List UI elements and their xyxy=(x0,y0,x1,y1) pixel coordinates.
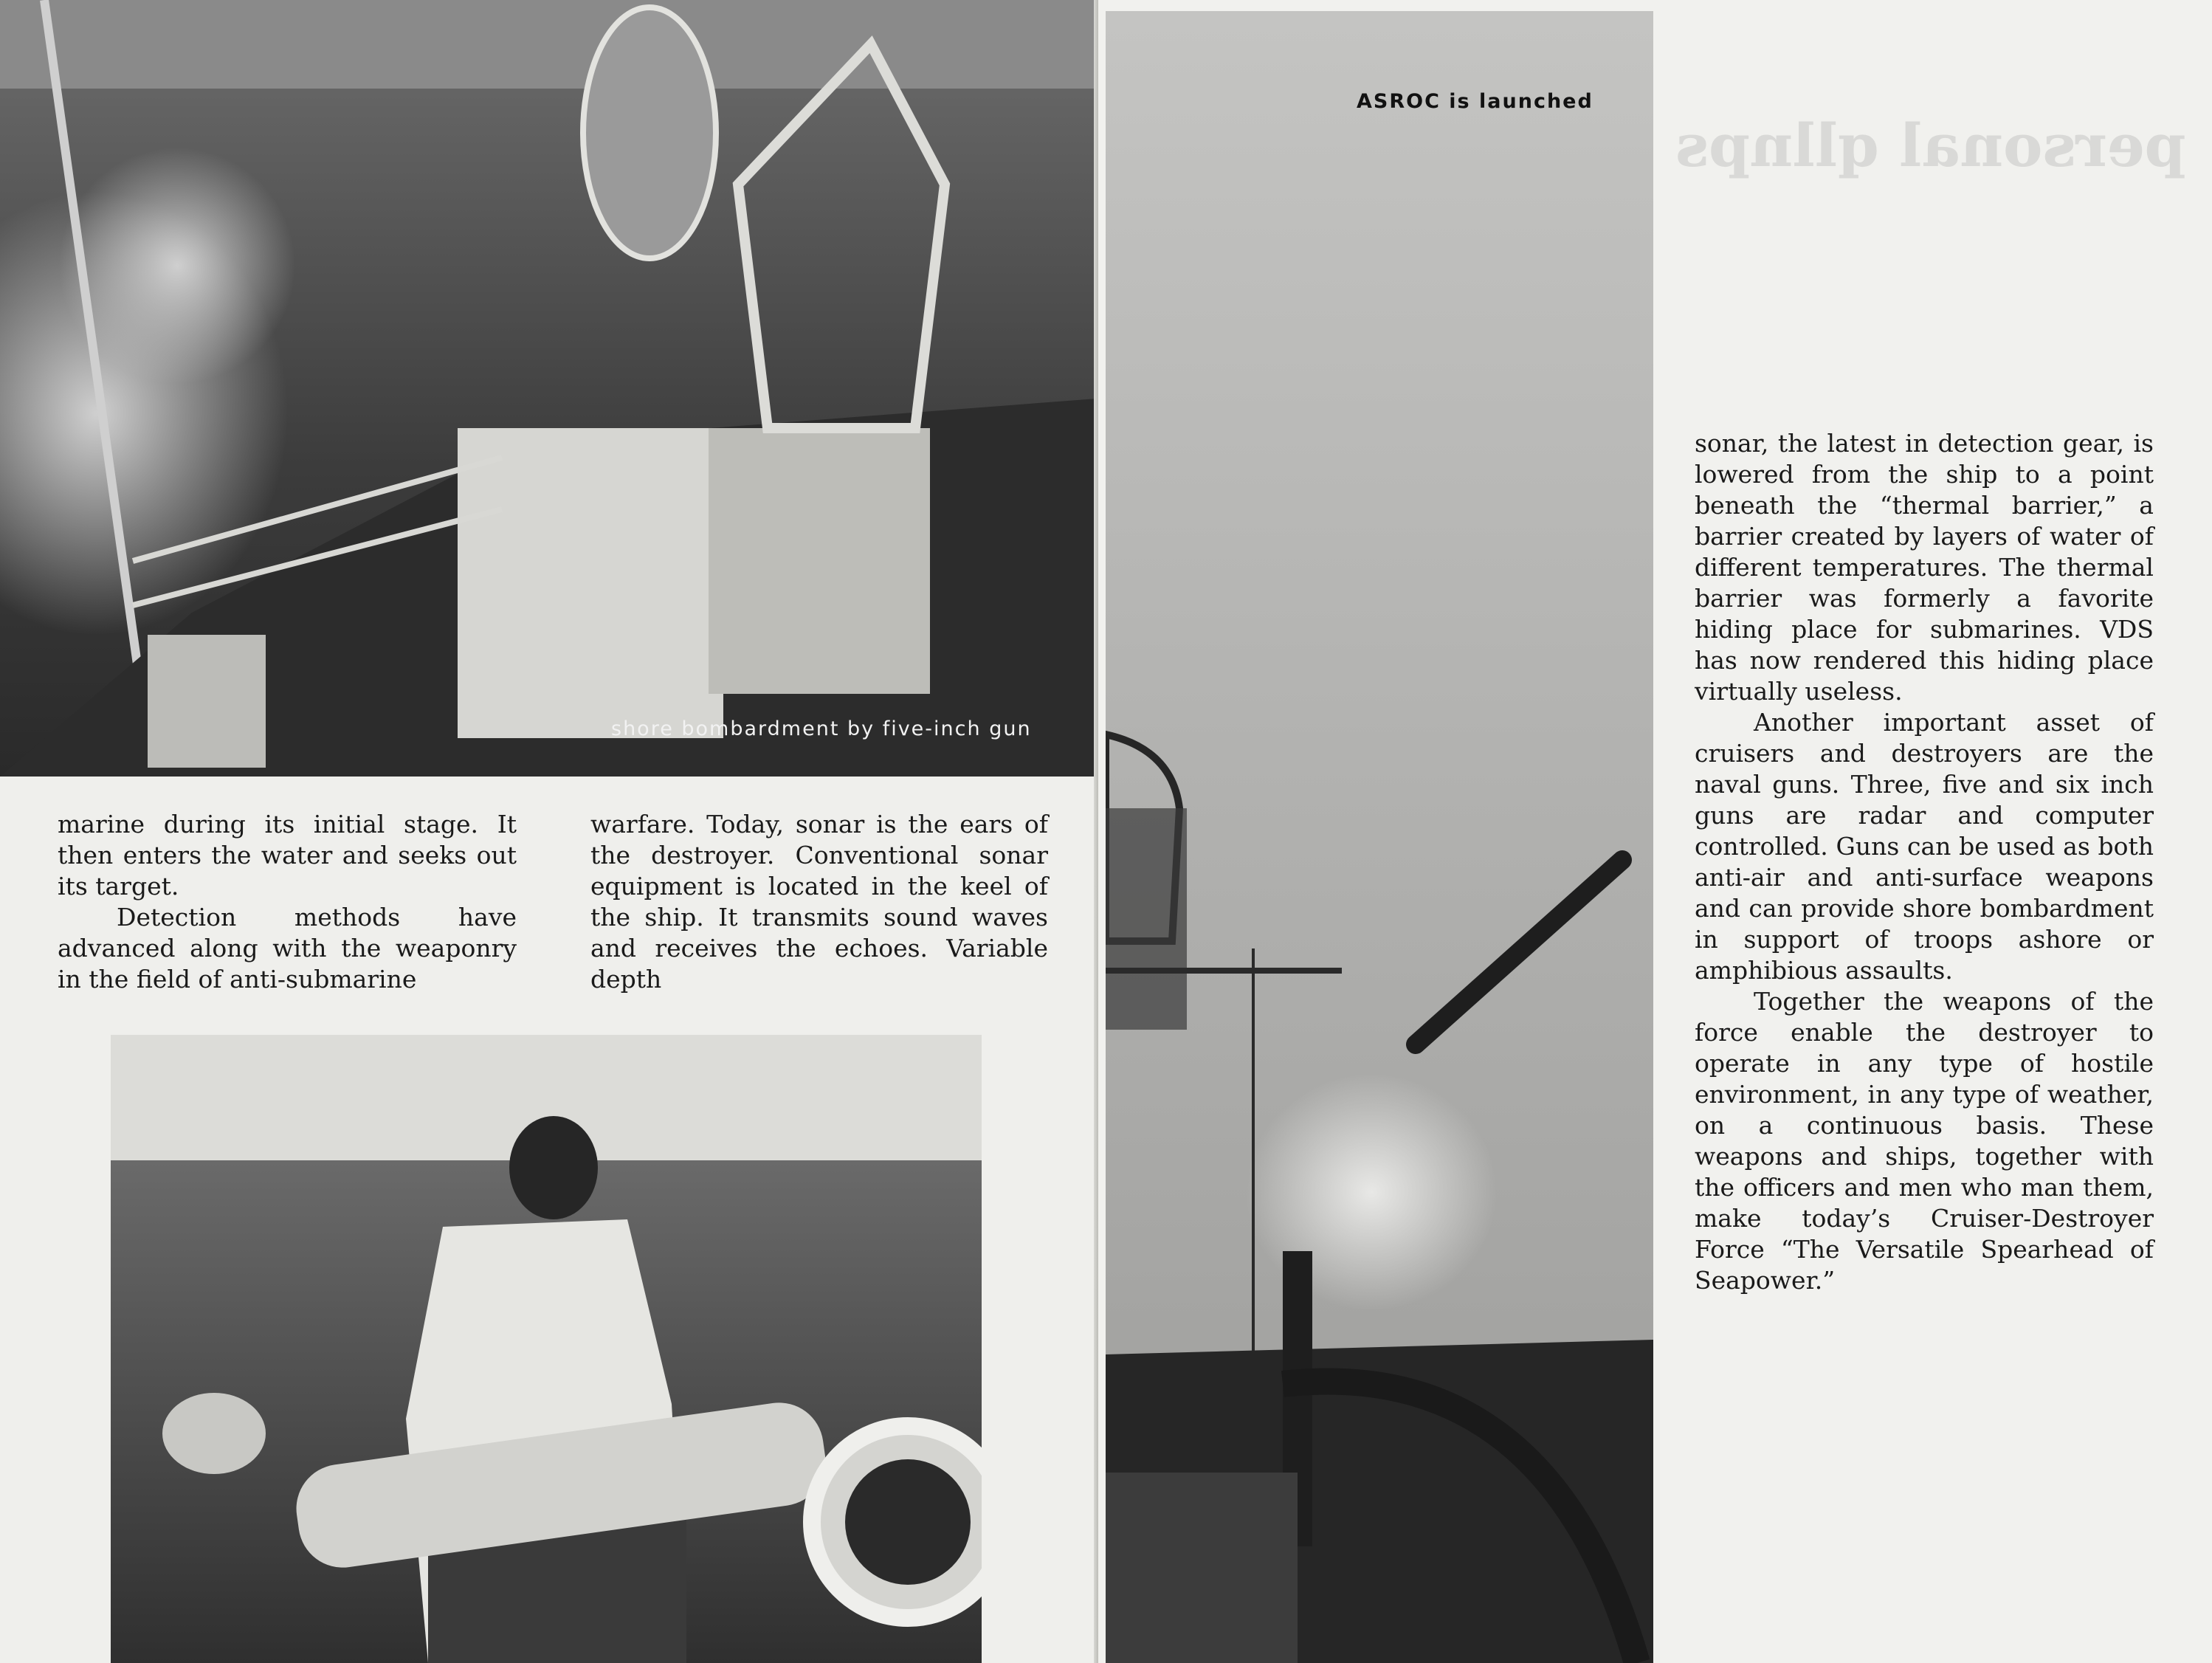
photo-torpedo-loading xyxy=(111,1035,982,1663)
left-page xyxy=(0,0,1098,1663)
column3-paragraph-2: Another important asset of cruisers and destroyers are the naval guns. Three, five and six inch guns are radar and computer controlled. Guns can be used as both anti-air and anti-surface weapons and can provide shore bombardment in support of troops ashore or amphibious assaults. xyxy=(1695,708,2154,985)
column2-paragraph-1: warfare. Today, sonar is the ears of the destroyer. Conventional sonar equipment is located in the keel of the ship. It transmits sound waves and receives the echoes. Variable depth xyxy=(590,810,1048,994)
photo-asroc-launch xyxy=(1106,11,1653,1663)
right-page xyxy=(1098,0,2212,1663)
column1-paragraph-1: marine during its initial stage. It then enters the water and seeks out its target. xyxy=(58,810,517,901)
photo-gun-deck xyxy=(0,0,1097,777)
text-column-3 xyxy=(1695,428,2154,1296)
column3-paragraph-3: Together the weapons of the force enable the destroyer to operate in any type of hostile environment, in any type of weather, on a continuous basis. These weapons and ships, together with the officers and men who man them, make today’s Cruiser-Destroyer Force “The Versatile Spearhead of Seapower.” xyxy=(1695,987,2154,1295)
column1-paragraph-2: Detection methods have advanced along with the weaponry in the field of anti-submarine xyxy=(58,903,517,994)
column3-paragraph-1: sonar, the latest in detection gear, is lowered from the ship to a point beneath the “thermal barrier,” a barrier created by layers of water of different temperatures. The thermal barrier was formerly a favorite hiding place for submarines. VDS has now rendered this hiding place virtually useless. xyxy=(1695,429,2154,706)
asroc-caption: ASROC is launched xyxy=(1357,90,1593,113)
shore-bombardment-caption: shore bombardment by five-inch gun xyxy=(611,717,1032,740)
text-column-2 xyxy=(590,809,1048,995)
bleed-through-stamp: personal qllnps xyxy=(1675,111,2186,180)
text-column-1 xyxy=(58,809,517,995)
